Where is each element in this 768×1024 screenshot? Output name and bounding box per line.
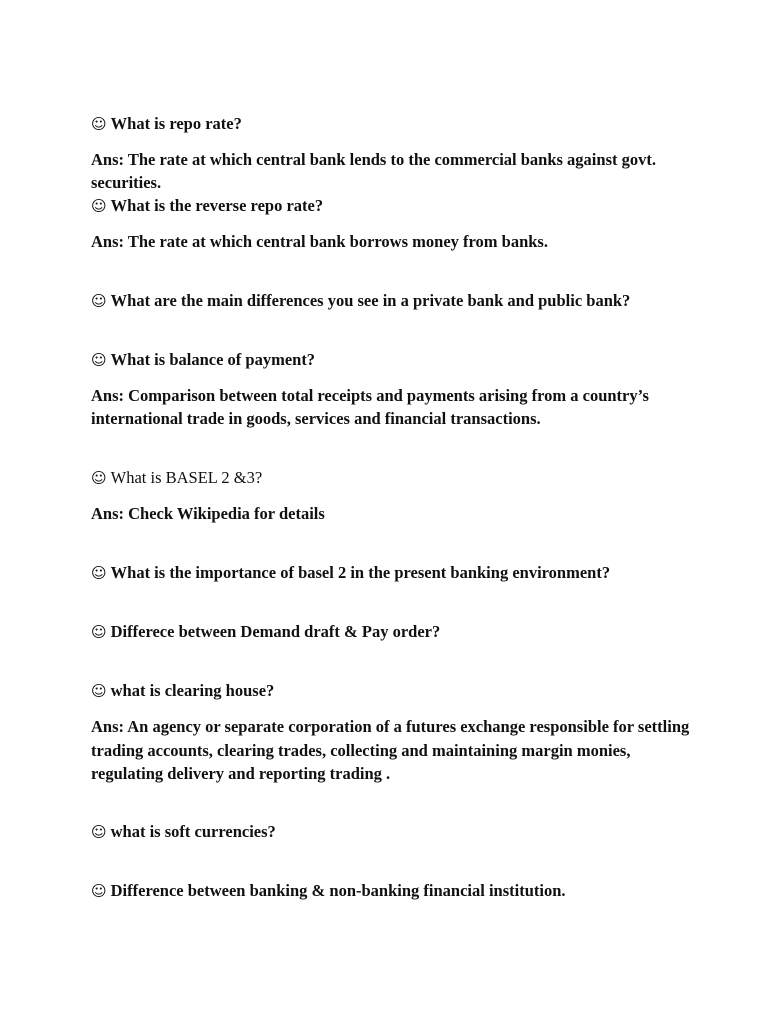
question-text: what is clearing house? — [110, 681, 275, 700]
question-text: What are the main differences you see in a private bank and public bank? — [110, 291, 631, 310]
question-text: What is BASEL 2 &3? — [110, 468, 263, 487]
smiley-icon: ☺ — [91, 292, 107, 310]
question-1 — [91, 112, 691, 136]
smiley-icon: ☺ — [91, 823, 107, 841]
answer-5: Ans: Check Wikipedia for details — [91, 504, 325, 523]
answer-1: Ans: The rate at which central bank lends to the commercial banks against govt. securities. — [91, 150, 656, 192]
smiley-icon: ☺ — [91, 469, 107, 487]
question-6 — [91, 561, 691, 585]
question-7 — [91, 620, 691, 644]
question-5 — [91, 466, 691, 490]
smiley-icon: ☺ — [91, 882, 107, 900]
question-text: What is the importance of basel 2 in the present banking environment? — [110, 563, 611, 582]
question-text: What is repo rate? — [110, 114, 242, 133]
smiley-icon: ☺ — [91, 682, 107, 700]
smiley-icon: ☺ — [91, 564, 107, 582]
question-9 — [91, 820, 691, 844]
smiley-icon: ☺ — [91, 623, 107, 641]
question-3 — [91, 289, 691, 313]
question-text: Differece between Demand draft & Pay order? — [110, 622, 441, 641]
answer-2: Ans: The rate at which central bank borrows money from banks. — [91, 232, 548, 251]
answer-4: Ans: Comparison between total receipts and payments arising from a country’s international trade in goods, services and financial transactions. — [91, 386, 649, 428]
question-text: What is the reverse repo rate? — [110, 196, 324, 215]
question-8 — [91, 679, 691, 703]
question-text: what is soft currencies? — [110, 822, 276, 841]
smiley-icon: ☺ — [91, 351, 107, 369]
smiley-icon: ☺ — [91, 115, 107, 133]
question-2 — [91, 194, 691, 218]
answer-8: Ans: An agency or separate corporation of a futures exchange responsible for settling trading accounts, clearing trades, collecting and maintaining margin monies, regulating delivery and reporting trading . — [91, 717, 690, 783]
smiley-icon: ☺ — [91, 197, 107, 215]
question-text: What is balance of payment? — [110, 350, 316, 369]
question-text: Difference between banking & non-banking financial institution. — [110, 881, 566, 900]
question-4 — [91, 348, 691, 372]
question-10 — [91, 879, 691, 903]
